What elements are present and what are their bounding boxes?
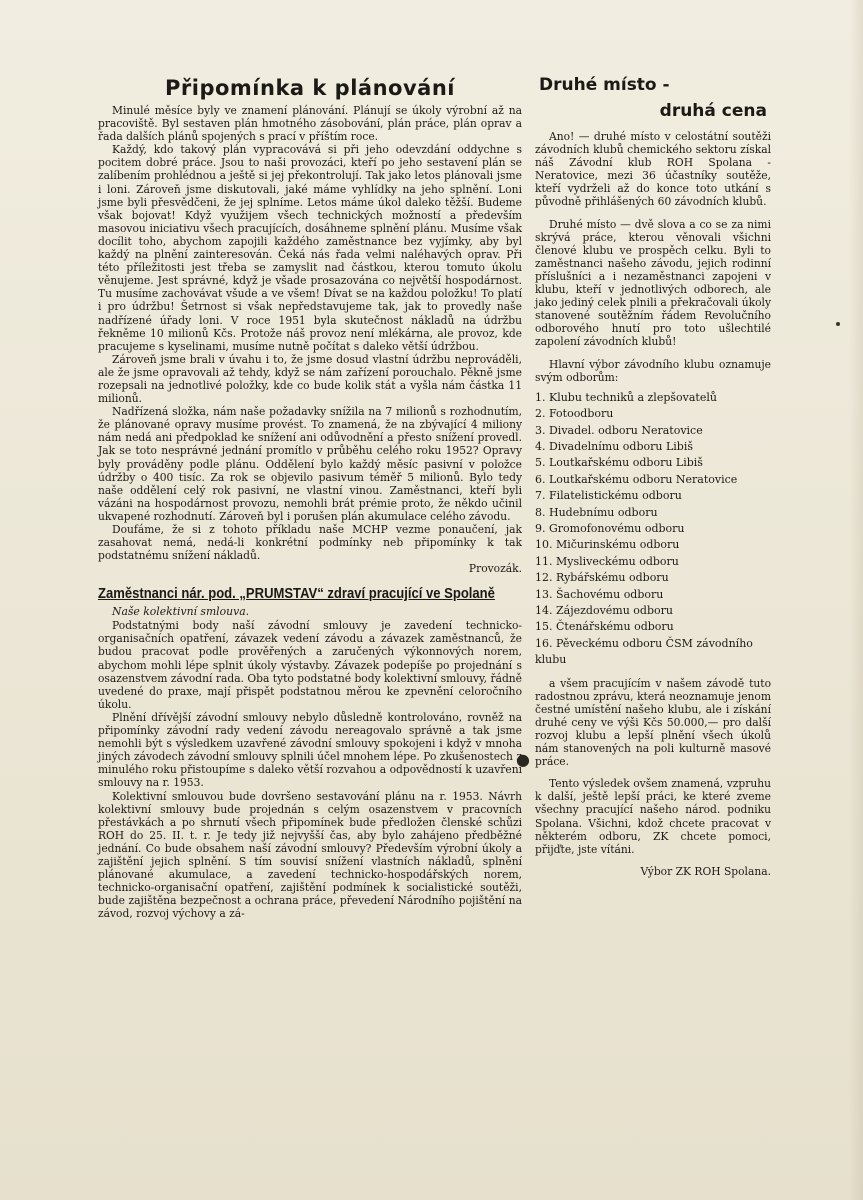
article-signature: Výbor ZK ROH Spolana.: [640, 864, 771, 878]
list-item: 7. Filatelistickému odboru: [535, 489, 682, 503]
article-title-planning: Připomínka k plánování: [165, 76, 455, 100]
left-column: [98, 72, 522, 920]
club-sections-list: [535, 390, 771, 669]
title-line-1: Druhé místo -: [539, 75, 670, 95]
article-paragraph: Zároveň jsme brali v úvahu i to, že jsme dosud vlastní údržbu neprováděli, ale že jsme opravovali až tehdy, když se nám zařízení porouchalo. Pěkně jsme rozepsali na jednotlivé položky, kde co bude kolik stát a vyšla nám částka 11 milionů.: [98, 352, 522, 406]
ink-blot-icon: ●: [516, 750, 530, 769]
list-item: 14. Zájezdovému odboru: [535, 603, 673, 617]
list-item: 13. Šachovému odboru: [535, 587, 664, 601]
article-paragraph: Podstatnými body naší závodní smlouvy je zavedení technicko-organisačních opatření, závazek vedení závodu a závazek zaměstnanců, že budou pracovat podle prověřených a zaručených výkonnových norem, abychom mohli lépe splnit úkoly výstavby. Závazek podepíše po projednání s osazenstvem závodní rada. Oba tyto podstatné body kolektivní smlouvy, řádně uvedené do praxe, mají přispět podstatnou měrou ke zpevnění celoročního úkolu.: [98, 619, 522, 711]
article-title-prumstav: Zaměstnanci nár. pod. „PRUMSTAV“ zdraví pracující ve Spolaně: [98, 586, 495, 603]
list-item: 16. Pěveckému odboru ČSM závodního klubu: [535, 636, 753, 667]
article-paragraph: Hlavní výbor závodního klubu oznamuje svým odborům:: [535, 357, 771, 384]
ink-dot-icon: [836, 322, 840, 326]
list-item: 8. Hudebnímu odboru: [535, 505, 658, 519]
list-item: 11. Mysliveckému odboru: [535, 554, 679, 568]
article-paragraph: Ano! — druhé místo v celostátní soutěži závodních klubů chemického sektoru získal náš Závodní klub ROH Spolana - Neratovice, mezi 36 účastníky soutěže, kteří vydrželi až do konce toto utkání s původně přihlášených 60 závodních klubů.: [535, 130, 771, 209]
list-item: 15. Čtenářskému odboru: [535, 620, 674, 634]
right-column: [535, 72, 771, 878]
list-item: 5. Loutkařskému odboru Libiš: [535, 456, 703, 470]
list-item: 3. Divadel. odboru Neratovice: [535, 423, 703, 437]
article-paragraph: Kolektivní smlouvou bude dovršeno sestavování plánu na r. 1953. Návrh kolektivní smlouvy bude projednán s celým osazenstvem v pracovních přestávkách a po shrnutí všech připomínek bude předložen členské schůzi ROH do 25. II. t. r. Je tedy již nejvyšší čas, aby bylo zahájeno předběžné jednání. Co bude obsahem naší závodní smlouvy? Především výrobní úkoly a zajištění jejich splnění. S tím souvisí snížení vlastních nákladů, splnění plánované akumulace, a zavedení technicko-hospodářských norem, technicko-organisační opatření, zajištění podmínek k socialistické soutěži, bude zajištěna bezpečnost a ochrana práce, převedení Národního pojištění na závod, rozvoj výchovy a zá-: [98, 789, 522, 921]
list-item: 1. Klubu techniků a zlepšovatelů: [535, 390, 717, 404]
page-edge-shadow: [849, 0, 863, 1200]
article-paragraph: Každý, kdo takový plán vypracovává si při jeho odevzdání oddychne s pocitem dobré práce. Jsou to naši provozáci, kteří po jeho sestavení plán se zalíbením prohlédnou a ještě si jej překontrolují. Tak jako letos plánovali jsme i loni. Zároveň jsme diskutovali, jaké máme vyhlídky na jeho splnění. Loni jsme byli přesvědčeni, že jej splníme. Letos máme úkol daleko těžší. Budeme však bojovat! Když využijem všech technických možností a především masovou iniciativu všech pracujících, dosáhneme splnění plánu. Musíme však docílit toho, abychom zapojili každého zaměstnance bez vyjímky, aby byl každý na plnění zainteresován. Čeká nás řada velmi naléhavých oprav. Při této příležitosti jest třeba se zamyslit nad částkou, kterou tomuto úkolu věnujeme. Jest správné, když je všade prosazována co největší hospodárnost. Tu musíme zachovávat všude a ve všem! Dívat se na každou položku! To platí i pro údržbu! Šetrnost si však nepředstavujeme tak, jak to provedly naše nadřízené úřady loni. V roce 1951 byla skutečnost nákladů na údržbu řekněme 10 milionů Kčs. Protože náš provoz není mlékárna, ale provoz, kde pracujeme s kyselinami, musíme nutně počítat s daleko větší údržbou.: [98, 143, 522, 353]
list-item: 10. Mičurinskému odboru: [535, 538, 680, 552]
article-paragraph: Minulé měsíce byly ve znamení plánování. Plánují se úkoly výrobní až na pracoviště. Byl sestaven plán hmotného zásobování, plán práce, plán oprav a řada dalších plánů spojených s prací v příštím roce.: [98, 104, 522, 144]
list-item: 2. Fotoodboru: [535, 407, 614, 421]
article-signature: Provozák.: [468, 562, 522, 576]
title-line-2: druhá cena: [659, 101, 767, 121]
article-paragraph: Druhé místo — dvě slova a co se za nimi skrývá práce, kterou věnovali všichni členové klubu ve prospěch celku. Byli to zaměstnanci našeho závodu, jejich rodinní příslušníci a i nezaměstnanci zapojeni v klubu, kteří v jednotlivých odborech, ale jako jediný celek plnili a překračovali úkoly stanovené soutěžním řádem Revolučního odborového hnutí pro toto ušlechtilé zapolení závodních klubů!: [535, 217, 771, 349]
list-item: 9. Gromofonovému odboru: [535, 521, 685, 535]
article-paragraph: a všem pracujícím v našem závodě tuto radostnou zprávu, která neoznamuje jenom čestné umístění našeho klubu, ale i získání druhé ceny ve výši Kčs 50.000,— pro další rozvoj klubu a lepší plnění všech úkolů nám stanovených na poli kulturně masové práce.: [535, 676, 771, 769]
article-paragraph: Plnění dřívější závodní smlouvy nebylo důsledně kontrolováno, rovněž na připomínky závodní rady vedení závodu nereagovalo správně a tak jsme nemohli být s výsledkem uzavřené závodní smlouvy spokojeni i když v mnoha jiných závodech závodní smlouvy splnili účel mnohem lépe. Po zkušenostech z minulého roku přistoupíme s daleko větší rozvahou a odpovědností k uzavření smlouvy na r. 1953.: [98, 710, 522, 790]
article-title-second-place: [535, 72, 771, 124]
list-item: 12. Rybářskému odboru: [535, 571, 669, 585]
article-subheading: Naše kolektivní smlouva.: [112, 605, 250, 619]
article-paragraph: Doufáme, že si z tohoto příkladu naše MCHP vezme ponaučení, jak zasahovat nemá, nedá-li konkrétní podmínky neb připomínky k tak podstatnému snížení nákladů.: [98, 523, 522, 563]
list-item: 4. Divadelnímu odboru Libiš: [535, 439, 693, 453]
list-item: 6. Loutkařskému odboru Neratovice: [535, 472, 738, 486]
article-paragraph: Nadřízená složka, nám naše požadavky snížila na 7 milionů s rozhodnutím, že plánované opravy musíme provést. To znamená, že na zbývající 4 miliony nám nedá ani předpoklad ke snížení ani odůvodnění a přesto snížení provedl. Jak se toto nesprávné jednání promítlo v průběhu celého roku 1952? Opravy byly prováděny podle plánu. Oddělení bylo každý měsíc pasivní v položce údržby o 400 tisíc. Za rok se objevilo pasivum téměř 5 milionů. Bylo tedy naše oddělení celý rok pasivní, ne vlastní vinou. Zaměstnanci, kteří byli vázáni na hospodárnost provozu, nemohli brát prémie proto, že někdo učinil ukvapené rozhodnutí. Zároveň byl i porušen plán akumulace celého závodu.: [98, 405, 522, 523]
article-paragraph: Tento výsledek ovšem znamená, vzpruhu k další, ještě lepší práci, ke které zveme všechny pracující našeho národ. podniku Spolana. Všichni, kdož chcete pracovat v některém odboru, ZK chcete pomoci, přijďte, jste vítáni.: [535, 777, 771, 856]
